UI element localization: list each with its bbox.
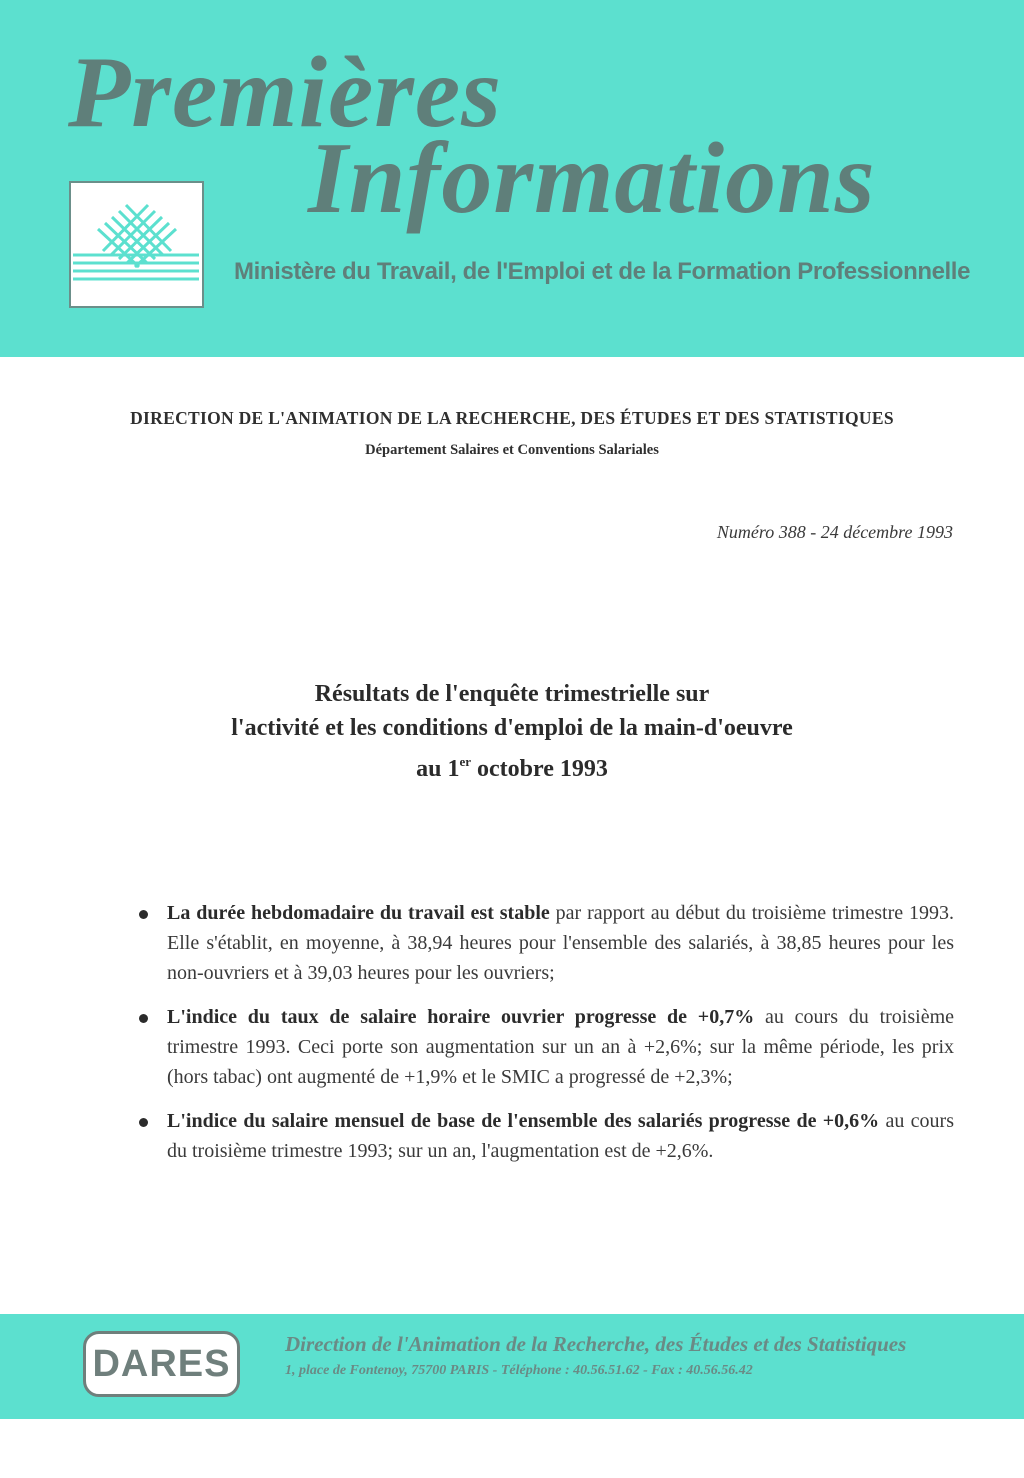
finding-item bbox=[136, 1106, 954, 1166]
report-title-line3-post: octobre 1993 bbox=[471, 756, 608, 782]
brand-title-line1: Premières bbox=[68, 36, 502, 149]
report-title-line3 bbox=[0, 745, 1024, 786]
report-title-line3-pre: au 1 bbox=[416, 756, 460, 782]
finding-item bbox=[136, 1002, 954, 1092]
ministry-logo bbox=[69, 181, 204, 308]
bullet-icon bbox=[139, 1014, 148, 1023]
finding-text: au cours du troisième trimestre 1993. Ceci porte son augmentation sur un an à +2,6%; sur la même période, les prix (hors tabac) ont augmenté de +1,9% et le SMIC a progressé de +2,3%; bbox=[167, 1006, 954, 1088]
footer-address: 1, place de Fontenoy, 75700 PARIS - Téléphone : 40.56.51.62 - Fax : 40.56.56.42 bbox=[285, 1363, 753, 1378]
bullet-icon bbox=[139, 1118, 148, 1127]
key-findings-list bbox=[136, 898, 954, 1180]
direction-title: DIRECTION DE L'ANIMATION DE LA RECHERCHE, DES ÉTUDES ET DES STATISTIQUES bbox=[130, 408, 894, 428]
dares-logo: DARES bbox=[83, 1331, 240, 1397]
department-name: Département Salaires et Conventions Salariales bbox=[365, 442, 659, 458]
finding-text: par rapport au début du troisième trimestre 1993. Elle s'établit, en moyenne, à 38,94 heures pour l'ensemble des salariés, à 38,85 heures pour les non-ouvriers et à 39,03 heures pour les ouvriers; bbox=[167, 902, 954, 984]
finding-item bbox=[136, 898, 954, 988]
issue-number: Numéro 388 - 24 décembre 1993 bbox=[716, 522, 953, 542]
ministry-name: Ministère du Travail, de l'Emploi et de la Formation Professionnelle bbox=[234, 258, 971, 285]
report-title-line1: Résultats de l'enquête trimestrielle sur bbox=[314, 681, 710, 707]
bullet-icon bbox=[139, 910, 148, 919]
finding-bold: L'indice du taux de salaire horaire ouvrier progresse de +0,7% bbox=[167, 1006, 755, 1028]
report-title-line2: l'activité et les conditions d'emploi de la main-d'oeuvre bbox=[231, 715, 793, 741]
finding-bold: La durée hebdomadaire du travail est stable bbox=[167, 902, 550, 924]
brand-title-line2: Informations bbox=[308, 122, 876, 235]
footer-title: Direction de l'Animation de la Recherche, des Études et des Statistiques bbox=[285, 1332, 907, 1356]
report-title bbox=[0, 677, 1024, 786]
report-title-superscript: er bbox=[459, 754, 472, 769]
header-band bbox=[0, 0, 1024, 357]
finding-bold: L'indice du salaire mensuel de base de l'ensemble des salariés progresse de +0,6% bbox=[167, 1110, 880, 1132]
ministry-logo-icon bbox=[71, 183, 202, 306]
finding-text: au cours du troisième trimestre 1993; sur un an, l'augmentation est de +2,6%. bbox=[167, 1110, 954, 1162]
